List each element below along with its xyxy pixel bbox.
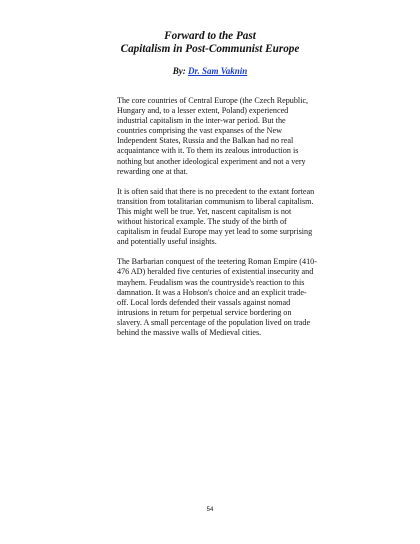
paragraph-1: The core countries of Central Europe (the Czech Republic, Hungary and, to a lesser extent, Poland) experienced industrial capitalism in the inter-war period. But the countries comprising the vast expanses of the New Independent States, Russia and the Balkan had no real acquaintance with it. To them its zealous introduction is nothing but another ideological experiment and not a very rewarding one at that.: [117, 96, 309, 176]
title-line-2: Capitalism in Post-Communist Europe: [120, 43, 300, 55]
body-text: [117, 96, 317, 348]
author-link[interactable]: Dr. Sam Vaknin: [187, 66, 248, 76]
paragraph-2: It is often said that there is no precedent to the extant fortean transition from totalitarian communism to liberal capitalism. This might well be true. Yet, nascent capitalism is not without historical example. The study of the birth of capitalism in feudal Europe may yet lead to some surprising and potentially useful insights.: [117, 186, 315, 247]
byline: [0, 66, 420, 77]
byline-prefix: By:: [172, 66, 188, 76]
document-title: [0, 30, 420, 56]
page-number: 54: [206, 507, 214, 513]
paragraph-3: The Barbarian conquest of the teetering Roman Empire (410-476 AD) heralded five centuries of existential insecurity and mayhem. Feudalism was the countryside's reaction to this damnation. It was a Hobson's choice and an explicit trade-off. Local lords defended their vassals against nomad intrusions in return for perpetual service bordering on slavery. A small percentage of the population lived on trade behind the massive walls of Medieval cities.: [117, 257, 317, 337]
title-line-1: Forward to the Past: [164, 30, 256, 42]
